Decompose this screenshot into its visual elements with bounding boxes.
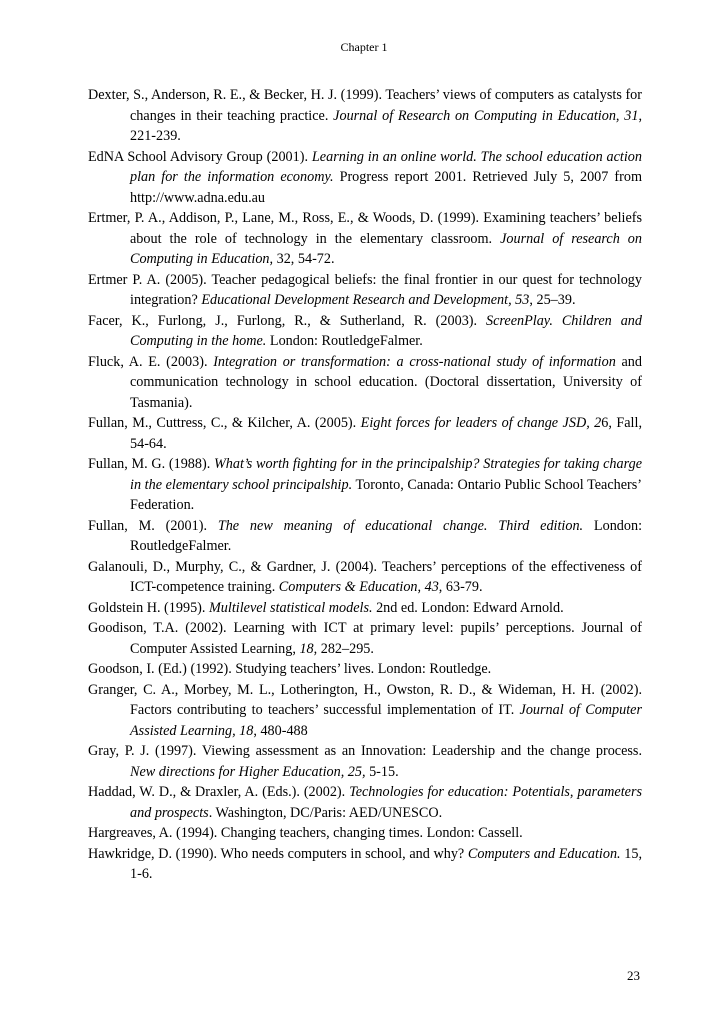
page-number: 23: [627, 968, 640, 983]
reference-text-segment: EdNA School Advisory Group (2001).: [88, 148, 312, 165]
reference-text-segment: Hawkridge, D. (1990). Who needs computers in school, and why?: [88, 845, 468, 862]
reference-text-segment: Gray, P. J. (1997). Viewing assessment as an Innovation: Leadership and the change process.: [88, 743, 642, 759]
reference-text-segment: . Washington, DC/Paris: AED/UNESCO.: [208, 804, 443, 821]
reference-text-segment: Haddad, W. D., & Draxler, A. (Eds.). (2002).: [88, 784, 350, 800]
reference-text-segment: Fluck, A. E. (2003).: [88, 353, 214, 370]
reference-italic-segment: Technologies for education: Potentials, parameters and prospects: [130, 784, 642, 821]
reference-italic-segment: New directions for Higher Education, 25,: [130, 763, 366, 780]
reference-italic-segment: Integration or transformation: a cross-national study of information: [213, 353, 616, 370]
reference-text-segment: Granger, C. A., Morbey, M. L., Lotherington, H., Owston, R. D., & Wideman, H. H. (2002). Factors contributing to teachers’ successful implementation of IT.: [88, 681, 642, 718]
reference-italic-segment: Journal of Research on Computing in Education, 31: [333, 107, 639, 124]
reference-text-segment: Toronto, Canada: Ontario Public School Teachers’ Federation.: [130, 476, 642, 513]
reference-italic-segment: 18: [299, 640, 314, 657]
reference-italic-segment: Journal of research on Computing in Education,: [130, 230, 642, 267]
reference-italic-segment: Learning in an online world. The school education action plan for the information economy.: [130, 148, 642, 185]
reference-entry: [88, 598, 642, 619]
reference-text-segment: , 25–39.: [529, 292, 576, 308]
reference-text-segment: , 480-488: [253, 722, 308, 739]
reference-entry: [88, 741, 642, 782]
reference-italic-segment: Eight forces for leaders of change JSD, 2: [360, 415, 602, 431]
reference-italic-segment: The new meaning of educational change. Third edition.: [217, 517, 584, 534]
reference-italic-segment: Computers and Education.: [467, 845, 621, 862]
reference-text-segment: Dexter, S., Anderson, R. E., & Becker, H. J. (1999). Teachers’ views of computers as catalysts for changes in their teaching practice.: [88, 87, 642, 124]
reference-entry: [88, 270, 642, 311]
reference-text-segment: Hargreaves, A. (1994). Changing teachers, changing times. London: Cassell.: [88, 825, 523, 841]
reference-text-segment: Progress report 2001. Retrieved July 5, 2007 from http://www.adna.edu.au: [130, 169, 643, 206]
reference-italic-segment: Journal of Computer Assisted Learning, 18: [130, 702, 642, 739]
reference-entry: [88, 85, 642, 147]
reference-italic-segment: What’s worth fighting for in the principalship? Strategies for taking charge in the elementary school principalship.: [130, 456, 642, 493]
reference-italic-segment: Computers & Education, 43: [278, 579, 439, 595]
reference-text-segment: , 282–295.: [313, 640, 374, 657]
reference-text-segment: Ertmer, P. A., Addison, P., Lane, M., Ross, E., & Woods, D. (1999). Examining teachers’ beliefs about the role of technology in the elementary classroom.: [88, 210, 642, 247]
reference-italic-segment: Multilevel statistical models.: [208, 599, 373, 616]
reference-text-segment: , 221-239.: [130, 107, 642, 144]
reference-text-segment: Fullan, M. G. (1988).: [88, 456, 214, 472]
reference-list: [88, 85, 642, 885]
reference-text-segment: , 63-79.: [438, 579, 483, 595]
reference-entry: [88, 844, 642, 885]
reference-text-segment: 32, 54-72.: [273, 251, 335, 267]
reference-text-segment: 15, 1-6.: [130, 845, 642, 882]
reference-entry: [88, 454, 642, 516]
reference-text-segment: London: RoutledgeFalmer.: [266, 333, 423, 349]
reference-text-segment: Goldstein H. (1995).: [88, 599, 209, 616]
reference-text-segment: Facer, K., Furlong, J., Furlong, R., & Sutherland, R. (2003).: [88, 312, 487, 329]
reference-text-segment: Fullan, M. (2001).: [88, 517, 218, 534]
reference-entry: [88, 823, 642, 844]
reference-entry: [88, 557, 642, 598]
reference-italic-segment: Educational Development Research and Development, 53: [201, 292, 530, 308]
reference-entry: [88, 680, 642, 742]
reference-text-segment: London: RoutledgeFalmer.: [130, 517, 643, 554]
reference-italic-segment: ScreenPlay. Children and Computing in the home.: [130, 312, 642, 349]
reference-text-segment: 2nd ed. London: Edward Arnold.: [372, 599, 564, 616]
reference-text-segment: Goodison, T.A. (2002). Learning with ICT at primary level: pupils’ perceptions. Journal of Computer Assisted Learning,: [88, 620, 642, 657]
reference-entry: [88, 208, 642, 270]
reference-entry: [88, 659, 642, 680]
reference-text-segment: 6, Fall, 54-64.: [130, 415, 642, 452]
reference-text-segment: Goodson, I. (Ed.) (1992). Studying teachers’ lives. London: Routledge.: [88, 661, 492, 677]
reference-entry: [88, 311, 642, 352]
reference-text-segment: Galanouli, D., Murphy, C., & Gardner, J. (2004). Teachers’ perceptions of the effectiveness of ICT-competence training.: [88, 558, 642, 595]
reference-entry: [88, 782, 642, 823]
reference-entry: [88, 147, 642, 209]
reference-entry: [88, 618, 642, 659]
reference-text-segment: 5-15.: [365, 763, 399, 780]
reference-text-segment: Ertmer P. A. (2005). Teacher pedagogical beliefs: the final frontier in our quest for technology integration?: [88, 271, 642, 308]
reference-text-segment: Fullan, M., Cuttress, C., & Kilcher, A. (2005).: [88, 415, 361, 431]
reference-entry: [88, 516, 642, 557]
reference-entry: [88, 352, 642, 414]
page-header: Chapter 1: [340, 40, 388, 54]
reference-text-segment: and communication technology in school education. (Doctoral dissertation, University of Tasmania).: [130, 353, 642, 411]
reference-entry: [88, 413, 642, 454]
